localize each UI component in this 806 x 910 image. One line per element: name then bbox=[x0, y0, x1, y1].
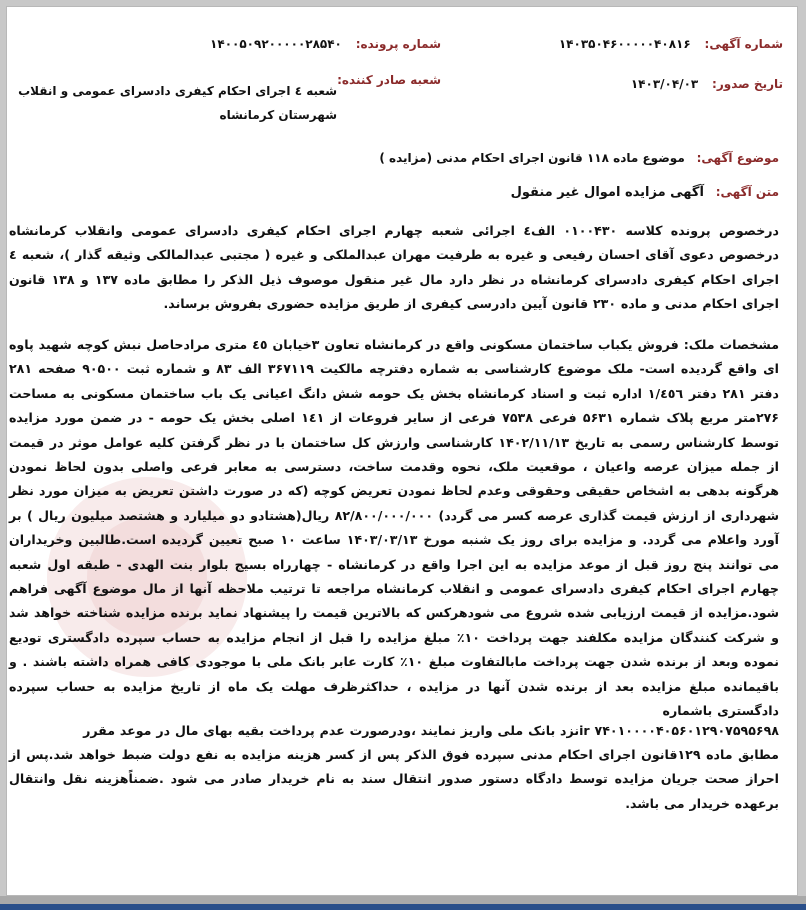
case-number: شماره پرونده: ۱۴۰۰۵۰۹۲۰۰۰۰۰۲۸۵۴۰ bbox=[210, 37, 441, 51]
issue-date: تاریخ صدور: ۱۴۰۳/۰۴/۰۳ bbox=[630, 77, 783, 91]
notice-number: شماره آگهی: ۱۴۰۳۵۰۴۶۰۰۰۰۰۴۰۸۱۶ bbox=[558, 37, 783, 51]
issuer-label: شعبه صادر کننده: bbox=[337, 73, 441, 87]
account-line: ir ۷۴۰۱۰۰۰۰۴۰۵۶۰۱۲۹۰۷۵۹۵۶۹۸نزد بانک ملی واریز نمایند ،ودرصورت عدم پرداخت بقیه بهای مال در موعد مقرر bbox=[83, 723, 779, 738]
intro-paragraph: درخصوص پرونده کلاسه ۰۱۰۰۴۳۰ الف٤ اجرائی شعبه چهارم اجرای احکام کیفری دادسرای عمومی وانقلاب کرمانشاه درخصوص دعوی آقای احسان رفیعی و غیره به طرفیت مهران عبدالملکی و غیره ( مجتبی عبدالمالکی وثیقه گذار )، شعبه ٤ اجرای احکام کیفری دادسرای کرمانشاه در نظر دارد مال غیر منقول موصوف ذیل الذکر را مطابق ماده ۱۳۷ و ۱۳۸ قانون اجرای احکام مدنی و ماده ۲۳۰ قانون آیین دادرسی کیفری از طریق مزایده حضوری بفروش برساند. bbox=[9, 223, 779, 312]
text-heading-row: متن آگهی: آگهی مزایده اموال غیر منقول bbox=[510, 185, 779, 200]
bottom-scroll-strip bbox=[0, 896, 806, 910]
closing-paragraph: مطابق ماده ۱۲۹قانون اجرای احکام مدنی سپرده فوق الذکر پس از کسر هزینه مزایده به نفع دولت ضبط خواهد شد.پس از احراز صحت جریان مزایده توسط دادگاه دستور صدور انتقال سند به نام خریدار صادر می شود .ضمناًهزینه نقل وانتقال برعهده خریدار می باشد. bbox=[9, 747, 779, 811]
issuer-value: شعبه ٤ اجرای احکام کیفری دادسرای عمومی و انقلاب شهرستان کرمانشاه bbox=[18, 84, 337, 122]
subject-row: موضوع آگهی: موضوع ماده ۱۱۸ قانون اجرای احکام مدنی (مزایده ) bbox=[379, 151, 779, 165]
bottom-bar bbox=[0, 904, 806, 910]
notice-document bbox=[6, 6, 798, 896]
property-specs-paragraph: مشخصات ملک: فروش یکباب ساختمان مسکونی واقع در کرمانشاه تعاون ۳خیابان ٤٥ متری مرادحاصل نبش کوچه شهید پاوه ای واقع گردیده است- ملک موضوع کارشناسی به شماره دفترچه مالکیت ۳۶۷۱۱۹ الف ۸۳ و شماره ثبت ۹۰۵۰۰ صفحه ۲۸۱ دفتر ۲۸۱ دفتر ۱/٤٥٦ اداره ثبت و اسناد کرمانشاه بخش یک حومه شش دانگ اعیانی یک باب ساختمان مسکونی به مساحت ۲۷۶متر مربع پلاک شماره ۵۶۳۱ فرعی ۷۵۳۸ فرعی از سایر فروعات از ۱٤۱ اصلی بخش یک حومه - در ضمن مورد مزایده توسط کارشناس رسمی به تاریخ ۱۴۰۲/۱۱/۱۳ کارشناسی وارزش کل ساختمان با در نظر گرفتن کلیه عوامل موثر در قیمت از جمله میزان عرصه واعیان ، موقعیت ملک، نحوه وقدمت ساخت، دسترسی به معابر فرعی واصلی بدون لحاظ نمودن هرگونه بدهی به اشخاص حقیقی وحقوقی وعدم لحاظ نمودن تعریض کوچه (که در صورت داشتن تعریض به میزان مورد نظر شهرداری از ارزش قیمت گذاری عرصه کسر می گردد) ۸۲/۸۰۰/۰۰۰/۰۰۰ ریال(هشتادو دو میلیارد و هشتصد میلیون ریال ) بر آورد واعلام می گردد. و مزایده برای روز یک شنبه مورخ ۱۴۰۳/۰۳/۱۳ ساعت ۱۰ صبح تعیین گردیده است.طالبین وخریداران می توانند پنج روز قبل از موعد مزایده به این اجرا واقع در کرمانشاه - چهارراه بسیج بلوار بنت الهدی - طبقه اول شعبه چهارم اجرای احکام کیفری دادسرای عمومی و انقلاب کرمانشاه مراجعه تا ترتیب ملاحظه آنها از مال موضوع آگهی فراهم شود.مزایده از قیمت ارزیابی شده شروع می شودهرکس که بالاترین قیمت را پیشنهاد نماید برنده مزایده شناخته خواهد شد و شرکت کنندگان مزایده مکلفند جهت پرداخت ۱۰٪ مبلغ مزایده را قبل از انجام مزایده به حساب سپرده دادگستری تودیع نموده وبعد از برنده شدن جهت پرداخت مابالتفاوت مبلغ ۱۰٪ کارت عابر بانک ملی با موجودی کافی همراه داشته باشند . و باقیمانده مبلغ مزایده بعد از برنده شدن آنها در مزایده ، حداکثرظرف مهلت یک ماه از تاریخ مزایده به حساب سپرده دادگستری باشماره bbox=[9, 337, 780, 719]
